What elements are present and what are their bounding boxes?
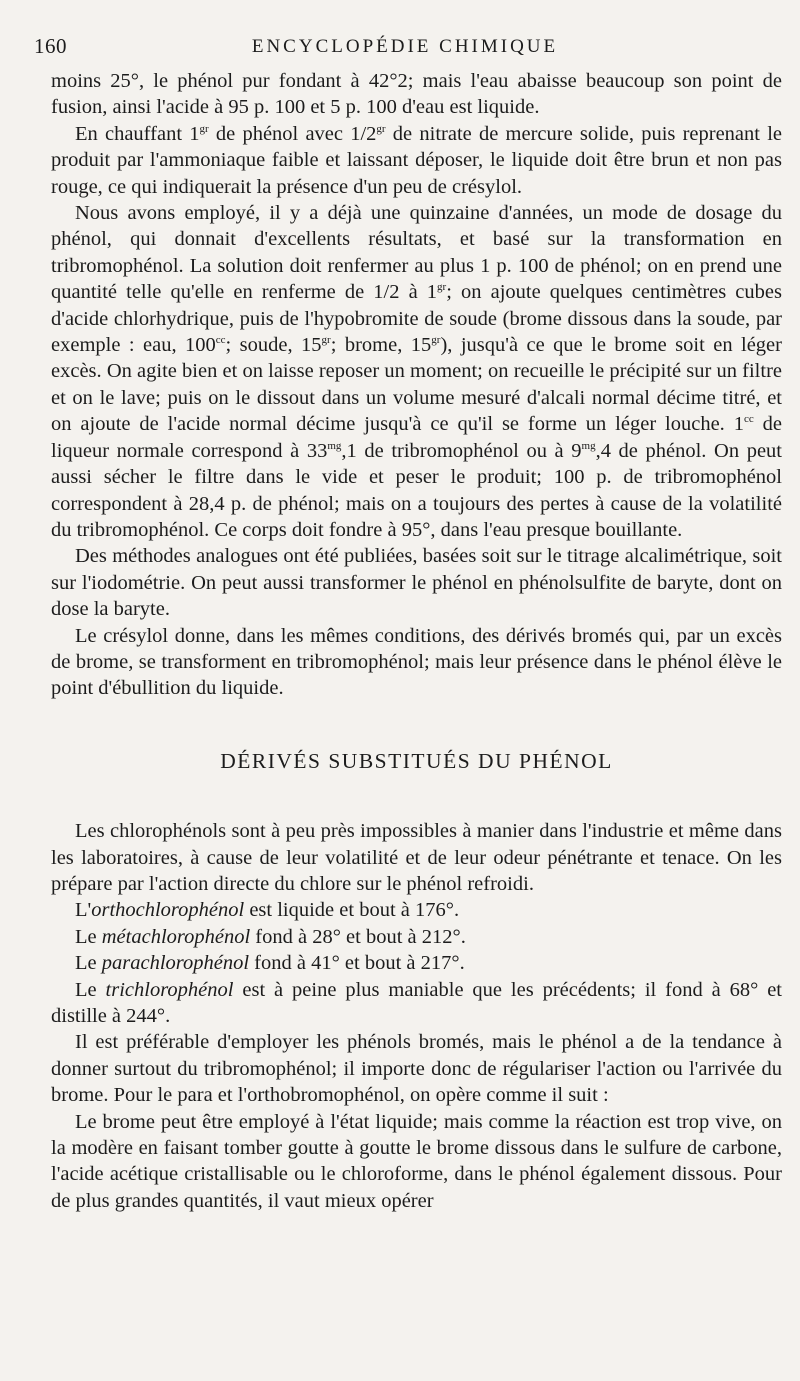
text-run: En chauffant 1 [75,122,200,145]
unit-superscript: cc [215,334,226,347]
text-run: est à peine plus maniable que les précédents; il fond à 68° et distille à 244°. [51,978,783,1027]
text-run: Le [75,978,106,1001]
page-header [34,34,776,64]
text-run: ; on ajoute quelques centimètres cubes d'acide chlorhydrique, puis de l'hypobromite de soude (brome dissous dans la soude, par exemple : eau, 100 [51,281,782,357]
paragraph-3 [51,200,782,543]
text-run: ,4 de phénol. On peut aussi sécher le filtre dans le vide et peser le produit; 100 p. de tribromophénol correspondent à 28,4 p. de phénol; mais on a toujours des pertes à cause de la volatilité du tribromophénol. Ce corps doit fondre à 95°, dans l'eau presque bouillante. [51,439,782,541]
paragraph-1: moins 25°, le phénol pur fondant à 42°2; mais l'eau abaisse beaucoup son point de fusion, ainsi l'acide à 95 p. 100 et 5 p. 100 d'eau est liquide. [51,70,782,119]
compound-name: trichlorophénol [105,978,234,1001]
compound-name: métachlorophénol [101,925,251,948]
text-run: ; soude, 15 [225,334,322,357]
text-run: de nitrate de mercure solide, puis reprenant le produit par l'ammoniaque faible et laissant déposer, le liquide doit être brun et non pas rouge, ce qui indiquerait la présence d'un peu de crésylol. [51,122,782,198]
unit-superscript: gr [199,122,209,135]
compound-name: orthochlorophénol [91,899,245,922]
paragraph-6: Les chlorophénols sont à peu près impossibles à manier dans l'industrie et même dans les laboratoires, à cause de leur volatilité et de leur odeur pénétrante et tenace. On les prépare par l'action directe du chlore sur le phénol refroidi. [51,820,782,895]
text-run: ), jusqu'à ce que le brome soit en léger excès. On agite bien et on laisse reposer un moment; on recueille le précipité sur un filtre et on le lave; puis on le dissout dans un volume mesuré d'alcali normal décime titré, et on ajoute de l'acide normal décime jusqu'à ce qu'il se forme un léger louche. 1 [51,334,782,436]
paragraph-8 [51,924,782,950]
paragraph-4: Des méthodes analogues ont été publiées, basées soit sur le titrage alcalimétrique, soit sur l'iodométrie. On peut aussi transformer le phénol en phénolsulfite de baryte, dont on dose la baryte. [51,545,782,621]
text-run: de liqueur normale correspond à 33 [51,413,782,462]
unit-superscript: mg [327,439,342,452]
unit-superscript: gr [321,334,331,347]
running-title: ENCYCLOPÉDIE CHIMIQUE [251,36,559,57]
text-run: est liquide et bout à 176°. [244,899,460,922]
text-run: Le [75,925,102,948]
unit-superscript: cc [743,413,754,426]
text-run: ,1 de tribromophénol ou à 9 [341,439,582,462]
text-run: ; brome, 15 [330,334,432,357]
paragraph-9 [51,950,782,976]
text-run: Nous avons employé, il y a déjà une quinzaine d'années, un mode de dosage du phénol, qui donnait d'excellents résultats, et basé sur la transformation en tribromophénol. La solution doit renfermer au plus 1 p. 100 de phénol; on en prend une quantité telle qu'elle en renferme de 1/2 à 1 [51,202,782,304]
paragraph-2 [51,121,782,200]
unit-superscript: gr [376,122,386,135]
compound-name: parachlorophénol [101,952,250,975]
paragraph-10 [51,977,782,1030]
paragraph-5: Le crésylol donne, dans les mêmes conditions, des dérivés bromés qui, par un excès de brome, se transforment en tribromophénol; mais leur présence dans le phénol élève le point d'ébullition du liquide. [51,624,782,700]
page-number: 160 [34,34,67,58]
paragraph-12: Le brome peut être employé à l'état liquide; mais comme la réaction est trop vive, on la modère en faisant tomber goutte à goutte le brome dissous dans le sulfure de carbone, l'acide acétique cristallisable ou le chloroforme, dans le phénol également dissous. Pour de plus grandes quantités, il vaut mieux opérer [51,1110,782,1212]
text-run: de phénol avec 1/2 [208,122,377,145]
text-run: fond à 28° et bout à 212°. [250,925,466,948]
text-run: L' [75,899,92,922]
paragraph-11: Il est préférable d'employer les phénols bromés, mais le phénol a de la tendance à donner surtout du tribromophénol; il importe donc de régulariser l'action ou l'arrivée du brome. Pour le para et l'orthobromophénol, on opère comme il suit : [51,1031,782,1107]
section-heading: DÉRIVÉS SUBSTITUÉS DU PHÉNOL [220,748,613,773]
paragraph-7 [51,897,782,923]
unit-superscript: gr [437,281,447,294]
text-run: Le [75,952,102,975]
page-body [51,68,782,1214]
unit-superscript: mg [581,439,596,452]
text-run: fond à 41° et bout à 217°. [249,952,465,975]
unit-superscript: gr [431,334,441,347]
